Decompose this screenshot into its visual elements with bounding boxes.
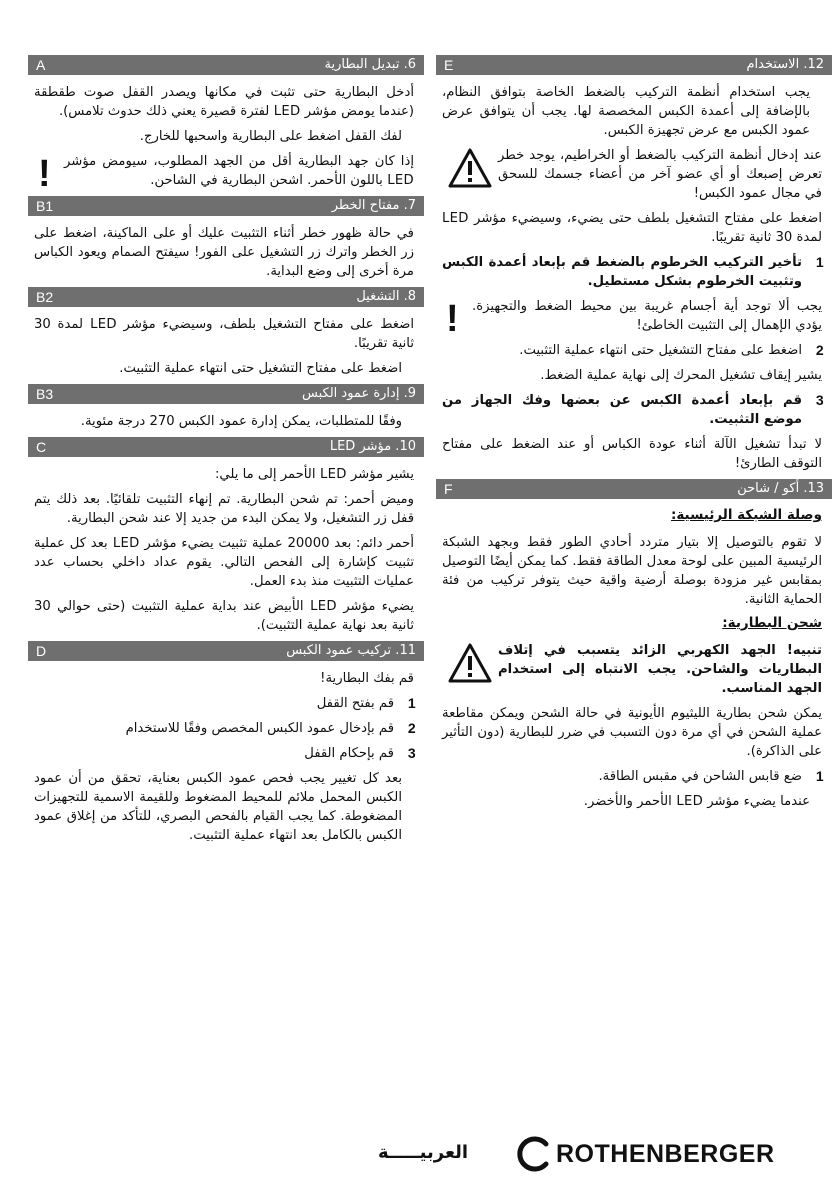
paragraph: لا تقوم بالتوصيل إلا بتيار متردد أحادي الطور فقط وبجهد الشبكة الرئيسية المبين على لوحة معدل الطاقة فقط. كما يمكن أيضًا التوصيل بمقابس غير مزودة بوصلة أرضية واقية حيث يتوفر تركيب من فئة الحماية الثانية. — [442, 535, 822, 607]
section-header-11 — [28, 641, 424, 661]
warning-triangle-icon — [448, 643, 492, 683]
brand-logo — [516, 1136, 822, 1172]
warning-block — [34, 152, 414, 195]
subheading: وصلة الشبكة الرئيسية: — [670, 507, 822, 523]
paragraph: اضغط على مفتاح التشغيل حتى انتهاء عملية التثبيت. — [119, 361, 402, 376]
warning-triangle-icon — [448, 148, 492, 188]
section-code: F — [444, 481, 453, 497]
step-list — [28, 694, 424, 763]
step-number: 3 — [407, 745, 416, 761]
warning-block — [442, 297, 822, 340]
brand-name: ROTHENBERGER — [556, 1140, 775, 1168]
paragraph: يضيء مؤشر LED الأبيض عند بداية عملية التثبيت (حتى حوالي 30 ثانية بعد نهاية عملية التثبيت). — [34, 599, 414, 633]
language-label: العربيـــــة — [378, 1142, 469, 1163]
left-column — [28, 55, 424, 851]
section-title: 7. مفتاح الخطر — [331, 198, 416, 213]
exclamation-icon: ! — [446, 298, 459, 340]
list-item — [442, 253, 832, 291]
list-item — [442, 767, 832, 786]
section-title: 9. إدارة عمود الكبس — [302, 386, 416, 401]
section-code: B1 — [36, 198, 54, 214]
section-code: E — [444, 57, 454, 73]
paragraph: اضغط على مفتاح التشغيل بلطف حتى يضيء، وسيضيء مؤشر LED لمدة 30 ثانية تقريبًا. — [442, 211, 822, 245]
step-number: 3 — [815, 392, 824, 408]
warning-text: تنبيه! الجهد الكهربي الزائد يتسبب في إتلاف البطاريات والشاحن. يجب الانتباه إلى استخدام الجهد المناسب. — [498, 643, 822, 696]
warning-block — [442, 146, 822, 203]
step-text: قم بإحكام القفل — [304, 746, 394, 761]
paragraph: وميض أحمر: تم شحن البطارية. تم إنهاء التثبيت تلقائيًا. بعد ذلك يتم قفل زر التشغيل، ولا يمكن البدء من جديد إلا عند شحن البطارية. — [34, 492, 414, 526]
step-text: اضغط على مفتاح التشغيل حتى انتهاء عملية التثبيت. — [519, 343, 802, 358]
section-header-7 — [28, 196, 424, 216]
paragraph: يجب استخدام أنظمة التركيب بالضغط الخاصة بتوافق النظام، بالإضافة إلى أعمدة الكبس المخصصة لها. يجب أن يتوافق عرض عمود الكبس مع عرض تجهيزة الكبس. — [442, 85, 810, 138]
paragraph: أدخل البطارية حتى تثبت في مكانها ويصدر القفل صوت طقطقة (عندما يومض مؤشر LED لفترة قصيرة يعني ذلك حدوث تلامس). — [34, 85, 414, 119]
section-title: 6. تبديل البطارية — [324, 57, 416, 72]
step-text: ضع قابس الشاحن في مقبس الطاقة. — [598, 769, 802, 784]
section-code: A — [36, 57, 46, 73]
section-code: D — [36, 643, 47, 659]
step-number: 1 — [407, 695, 416, 711]
step-text: قم بإبعاد أعمدة الكبس عن بعضها وفك الجهاز من موضع التثبيت. — [442, 393, 802, 427]
section-header-13 — [436, 479, 832, 499]
paragraph: اضغط على مفتاح التشغيل بلطف، وسيضيء مؤشر LED لمدة 30 ثانية تقريبًا. — [34, 317, 414, 351]
list-item — [442, 391, 832, 429]
warning-text: إذا كان جهد البطارية أقل من الجهد المطلوب، سيومض مؤشر LED باللون الأحمر. اشحن البطارية في الشاحن. — [64, 154, 414, 188]
step-number: 2 — [407, 720, 416, 736]
list-item — [442, 341, 832, 360]
paragraph: لفك القفل اضغط على البطارية واسحبها للخارج. — [139, 129, 402, 144]
paragraph: يمكن شحن بطارية الليثيوم الأيونية في حالة الشحن ويمكن مقاطعة عملية الشحن في أي مرة دون التسبب في ضرر للبطارية (دون التأثير على الذاكرة). — [442, 706, 822, 759]
section-title: 10. مؤشر LED — [329, 439, 416, 454]
section-header-8 — [28, 287, 424, 307]
section-header-6 — [28, 55, 424, 75]
step-number: 2 — [815, 342, 824, 358]
section-header-10 — [28, 437, 424, 457]
section-header-12 — [436, 55, 832, 75]
paragraph: قم بفك البطارية! — [320, 671, 414, 686]
subheading: شحن البطارية: — [722, 615, 822, 631]
paragraph: عندما يضيء مؤشر LED الأحمر والأخضر. — [583, 794, 810, 809]
step-text: تأخير التركيب الخرطوم بالضغط قم بإبعاد أعمدة الكبس وتثبيت الخرطوم بشكل مستطيل. — [442, 255, 802, 289]
step-number: 1 — [815, 768, 824, 784]
paragraph: يشير إيقاف تشغيل المحرك إلى نهاية عملية الضغط. — [540, 368, 822, 383]
paragraph: أحمر دائم: بعد 20000 عملية تثبيت يضيء مؤشر LED بعد كل عملية تثبيت كإشارة إلى الفحص التالي. يقوم عداد داخلي بحساب عدد عمليات التثبيت منذ بدء العمل. — [34, 536, 414, 589]
step-number: 1 — [815, 254, 824, 270]
list-item — [34, 719, 424, 738]
paragraph: بعد كل تغيير يجب فحص عمود الكبس بعناية، تحقق من أن عمود الكبس المحمل ملائم للمحيط المضغوط وللقيمة الاسمية للتجهيزات المضغوطة. كما يجب القيام بالفحص البصري، للتأكد من إغلاق عمود الكبس بالكامل بعد انتهاء عملية التثبيت. — [34, 771, 402, 843]
step-text: قم بفتح القفل — [316, 696, 394, 711]
section-code: B3 — [36, 386, 54, 402]
paragraph: في حالة ظهور خطر أثناء التثبيت عليك أو على الماكينة، اضغط على زر الخطر واترك زر التشغيل على الفور! سيفتح الصمام ويعود الكباس مرة أخرى إلى وضع البداية. — [34, 226, 414, 279]
list-item — [34, 694, 424, 713]
paragraph: لا تبدأ تشغيل الآلة أثناء عودة الكباس أو عند الضغط على مفتاح التوقف الطارئ! — [442, 437, 822, 471]
right-column — [436, 55, 832, 817]
warning-block — [442, 641, 822, 698]
exclamation-icon: ! — [38, 153, 51, 195]
logo-ring-icon — [516, 1136, 552, 1172]
section-code: C — [36, 439, 47, 455]
paragraph: وفقًا للمتطلبات، يمكن إدارة عمود الكبس 270 درجة مئوية. — [80, 414, 402, 429]
warning-text: عند إدخال أنظمة التركيب بالضغط أو الخراطيم، يوجد خطر تعرض إصبعك أو أي عضو آخر من أعضاء جسمك للسحق في مجال عمود الكبس! — [498, 148, 822, 201]
section-title: 13. أكو / شاحن — [737, 481, 824, 496]
section-title: 11. تركيب عمود الكبس — [286, 643, 416, 658]
section-title: 8. التشغيل — [356, 289, 416, 304]
list-item — [34, 744, 424, 763]
section-header-9 — [28, 384, 424, 404]
warning-text: يجب ألا توجد أية أجسام غريبة بين محيط الضغط والتجهيزة. يؤدي الإهمال إلى التثبيت الخاطئ! — [472, 299, 822, 333]
paragraph: يشير مؤشر LED الأحمر إلى ما يلي: — [214, 467, 414, 482]
section-code: B2 — [36, 289, 54, 305]
step-text: قم بإدخال عمود الكبس المخصص وفقًا للاستخدام — [125, 721, 394, 736]
section-title: 12. الاستخدام — [746, 57, 824, 72]
